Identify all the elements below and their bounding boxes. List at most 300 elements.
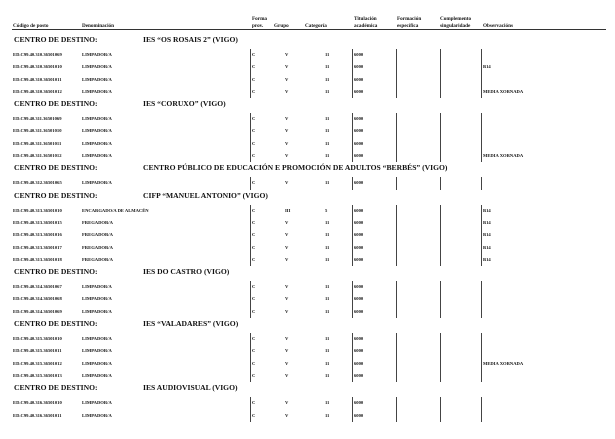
cell-den: LIMPADOR/A bbox=[82, 348, 112, 354]
cell-forma: C bbox=[252, 400, 256, 406]
cell-grupo: V bbox=[285, 308, 289, 314]
cell-obs: B14 bbox=[483, 219, 491, 225]
cell-forma: C bbox=[252, 360, 256, 366]
column-rule bbox=[396, 113, 397, 125]
center-name: CENTRO PÚBLICO DE EDUCACIÓN E PROMOCIÓN DE ADULTOS “BERBÉS” (VIGO) bbox=[143, 163, 448, 173]
cell-tit: 6000 bbox=[354, 360, 364, 366]
table-row bbox=[0, 358, 615, 370]
cell-tit: 6000 bbox=[354, 348, 364, 354]
header-divider bbox=[12, 29, 606, 30]
cell-forma: C bbox=[252, 88, 256, 94]
cell-obs: B14 bbox=[483, 207, 491, 213]
table-row bbox=[0, 177, 615, 189]
header-codigo: Código de posto bbox=[13, 23, 49, 29]
center-label: CENTRO DE DESTINO: bbox=[14, 190, 98, 200]
column-rule bbox=[250, 229, 251, 241]
center-heading bbox=[0, 34, 615, 49]
column-rule bbox=[481, 61, 482, 73]
cell-grupo: V bbox=[285, 244, 289, 250]
cell-tit: 6000 bbox=[354, 256, 364, 262]
table-row bbox=[0, 74, 615, 86]
cell-den: FREGADOR/A bbox=[82, 219, 113, 225]
cell-den: FREGADOR/A bbox=[82, 244, 113, 250]
column-rule bbox=[440, 125, 441, 137]
cell-forma: C bbox=[252, 412, 256, 418]
column-rule bbox=[352, 125, 353, 137]
cell-cat: 11 bbox=[325, 128, 330, 134]
column-rule bbox=[250, 74, 251, 86]
cell-grupo: V bbox=[285, 232, 289, 238]
column-rule bbox=[481, 217, 482, 229]
table-row bbox=[0, 113, 615, 125]
center-section bbox=[0, 266, 615, 318]
cell-cat: 11 bbox=[325, 64, 330, 70]
column-rule bbox=[440, 138, 441, 150]
column-rule bbox=[352, 306, 353, 318]
column-rule bbox=[396, 333, 397, 345]
cell-cat: 11 bbox=[325, 296, 330, 302]
header-categoria: Categoría bbox=[305, 23, 327, 29]
column-rule bbox=[250, 281, 251, 293]
cell-code: ED.C99.40.314.36501068 bbox=[13, 296, 62, 302]
cell-code: ED.C99.40.315.36501012 bbox=[13, 360, 62, 366]
header-titulacion-1: Titulación bbox=[354, 16, 377, 22]
column-rule bbox=[396, 358, 397, 370]
table-row bbox=[0, 333, 615, 345]
header-grupo: Grupo bbox=[274, 23, 289, 29]
column-rule bbox=[352, 242, 353, 254]
cell-forma: C bbox=[252, 76, 256, 82]
cell-code: ED.C99.40.313.36501010 bbox=[13, 207, 62, 213]
cell-forma: C bbox=[252, 256, 256, 262]
cell-code: ED.C99.40.316.36501011 bbox=[13, 412, 62, 418]
table-row bbox=[0, 306, 615, 318]
cell-cat: 11 bbox=[325, 52, 330, 57]
cell-code: ED.C99.40.315.36501010 bbox=[13, 336, 62, 342]
center-label: CENTRO DE DESTINO: bbox=[14, 99, 98, 109]
column-rule bbox=[352, 410, 353, 422]
column-rule bbox=[440, 333, 441, 345]
cell-code: ED.C99.40.311.36501069 bbox=[13, 116, 62, 122]
cell-obs: B14 bbox=[483, 244, 491, 250]
table-row bbox=[0, 281, 615, 293]
cell-grupo: V bbox=[285, 116, 289, 122]
header-formacion-1: Formación bbox=[397, 16, 422, 22]
column-rule bbox=[352, 254, 353, 266]
cell-cat: 11 bbox=[325, 219, 330, 225]
column-rule bbox=[481, 138, 482, 150]
center-name: IES “OS ROSAIS 2” (VIGO) bbox=[143, 35, 238, 44]
cell-den: LIMPADOR/A bbox=[82, 372, 112, 378]
column-rule bbox=[250, 138, 251, 150]
cell-cat: 11 bbox=[325, 232, 330, 238]
cell-cat: 11 bbox=[325, 244, 330, 250]
column-rule bbox=[440, 281, 441, 293]
column-rule bbox=[250, 61, 251, 73]
cell-den: FREGADOR/A bbox=[82, 256, 113, 262]
column-rule bbox=[481, 281, 482, 293]
cell-forma: C bbox=[252, 52, 256, 57]
cell-grupo: V bbox=[285, 348, 289, 354]
center-name: IES DO CASTRO (VIGO) bbox=[143, 267, 230, 277]
header-complemento-2: singularidade bbox=[440, 23, 471, 29]
cell-code: ED.C99.40.311.36501012 bbox=[13, 153, 62, 159]
cell-code: ED.C99.40.314.36501067 bbox=[13, 284, 62, 290]
column-rule bbox=[352, 205, 353, 217]
center-heading bbox=[0, 98, 615, 113]
cell-tit: 6000 bbox=[354, 284, 364, 290]
center-name: IES “VALADARES” (VIGO) bbox=[143, 319, 239, 329]
cell-grupo: V bbox=[285, 372, 289, 378]
center-label: CENTRO DE DESTINO: bbox=[14, 319, 98, 329]
column-rule bbox=[481, 113, 482, 125]
center-label: CENTRO DE DESTINO: bbox=[14, 163, 98, 173]
column-rule bbox=[250, 113, 251, 125]
cell-grupo: V bbox=[285, 64, 289, 70]
column-rule bbox=[481, 74, 482, 86]
column-rule bbox=[440, 358, 441, 370]
cell-cat: 11 bbox=[325, 336, 330, 342]
column-rule bbox=[352, 358, 353, 370]
column-rule bbox=[396, 293, 397, 305]
cell-grupo: V bbox=[285, 88, 289, 94]
column-rule bbox=[250, 370, 251, 382]
cell-tit: 6000 bbox=[354, 64, 364, 70]
cell-cat: 11 bbox=[325, 180, 330, 186]
column-rule bbox=[352, 150, 353, 162]
column-rule bbox=[396, 306, 397, 318]
center-section bbox=[0, 318, 615, 382]
cell-forma: C bbox=[252, 116, 256, 122]
cell-tit: 6000 bbox=[354, 400, 364, 406]
cell-tit: 6000 bbox=[354, 76, 364, 82]
column-rule bbox=[440, 370, 441, 382]
table-row bbox=[0, 138, 615, 150]
cell-den: LIMPADOR/A bbox=[82, 76, 112, 82]
cell-cat: 11 bbox=[325, 76, 330, 82]
cell-forma: C bbox=[252, 296, 256, 302]
cell-den: LIMPADOR/A bbox=[82, 180, 112, 186]
cell-forma: C bbox=[252, 153, 256, 159]
column-rule bbox=[440, 345, 441, 357]
cell-den: LIMPADOR/A bbox=[82, 412, 112, 418]
cell-obs: MEDIA XORNADA bbox=[483, 153, 524, 159]
header-observaciones: Observacións bbox=[483, 23, 513, 29]
cell-grupo: III bbox=[285, 207, 291, 213]
cell-forma: C bbox=[252, 284, 256, 290]
cell-tit: 6000 bbox=[354, 180, 364, 186]
table-row bbox=[0, 205, 615, 217]
column-rule bbox=[396, 177, 397, 189]
center-section bbox=[0, 162, 615, 189]
column-rule bbox=[396, 150, 397, 162]
column-rule bbox=[250, 333, 251, 345]
cell-cat: 5 bbox=[325, 207, 328, 213]
column-rule bbox=[352, 138, 353, 150]
column-rule bbox=[396, 138, 397, 150]
column-rule bbox=[481, 49, 482, 61]
cell-tit: 6000 bbox=[354, 372, 364, 378]
cell-forma: C bbox=[252, 372, 256, 378]
column-rule bbox=[352, 113, 353, 125]
column-rule bbox=[352, 397, 353, 409]
header-titulacion-2: académica bbox=[354, 23, 378, 29]
column-rule bbox=[352, 49, 353, 61]
cell-code: ED.C99.40.310.36501010 bbox=[13, 64, 62, 70]
table-row bbox=[0, 229, 615, 241]
cell-grupo: V bbox=[285, 153, 289, 159]
column-rule bbox=[352, 61, 353, 73]
cell-tit: 6000 bbox=[354, 88, 364, 94]
table-row bbox=[0, 410, 615, 422]
column-rule bbox=[440, 113, 441, 125]
cell-code: ED.C99.40.313.36501016 bbox=[13, 232, 62, 238]
column-rule bbox=[250, 205, 251, 217]
cell-code: ED.C99.40.311.36501011 bbox=[13, 140, 62, 146]
table-row bbox=[0, 254, 615, 266]
cell-cat: 11 bbox=[325, 284, 330, 290]
cell-forma: C bbox=[252, 128, 256, 134]
column-rule bbox=[396, 74, 397, 86]
center-name: IES “CORUXO” (VIGO) bbox=[143, 99, 226, 109]
cell-den: LIMPADOR/A bbox=[82, 360, 112, 366]
column-rule bbox=[481, 358, 482, 370]
cell-code: ED.C99.40.315.36501013 bbox=[13, 372, 62, 378]
column-rule bbox=[352, 370, 353, 382]
column-rule bbox=[352, 177, 353, 189]
cell-forma: C bbox=[252, 336, 256, 342]
cell-forma: C bbox=[252, 207, 256, 213]
cell-cat: 11 bbox=[325, 153, 330, 159]
column-rule bbox=[396, 125, 397, 137]
column-rule bbox=[481, 86, 482, 98]
cell-cat: 11 bbox=[325, 88, 330, 94]
column-rule bbox=[440, 217, 441, 229]
cell-forma: C bbox=[252, 219, 256, 225]
cell-cat: 11 bbox=[325, 348, 330, 354]
cell-code: ED.C99.40.313.36501018 bbox=[13, 256, 62, 262]
cell-grupo: V bbox=[285, 256, 289, 262]
column-rule bbox=[250, 150, 251, 162]
column-rule bbox=[352, 229, 353, 241]
column-rule bbox=[250, 306, 251, 318]
header-prov: prov. bbox=[252, 23, 264, 29]
column-rule bbox=[481, 150, 482, 162]
cell-grupo: V bbox=[285, 336, 289, 342]
column-rule bbox=[396, 242, 397, 254]
cell-cat: 11 bbox=[325, 400, 330, 406]
cell-code: ED.C99.40.311.36501010 bbox=[13, 128, 62, 134]
cell-cat: 11 bbox=[325, 308, 330, 314]
table-row bbox=[0, 61, 615, 73]
column-rule bbox=[440, 74, 441, 86]
cell-obs: B14 bbox=[483, 232, 491, 238]
header-formacion-2: específica bbox=[397, 23, 419, 29]
center-name: IES AUDIOVISUAL (VIGO) bbox=[143, 383, 238, 393]
column-rule bbox=[481, 370, 482, 382]
column-rule bbox=[396, 397, 397, 409]
column-rule bbox=[352, 345, 353, 357]
column-rule bbox=[352, 333, 353, 345]
column-rule bbox=[250, 242, 251, 254]
table-row bbox=[0, 293, 615, 305]
cell-cat: 11 bbox=[325, 116, 330, 122]
column-rule bbox=[250, 410, 251, 422]
column-rule bbox=[352, 293, 353, 305]
column-rule bbox=[440, 293, 441, 305]
column-rule bbox=[396, 370, 397, 382]
cell-forma: C bbox=[252, 348, 256, 354]
cell-tit: 6000 bbox=[354, 336, 364, 342]
center-label: CENTRO DE DESTINO: bbox=[14, 35, 98, 44]
cell-tit: 6000 bbox=[354, 296, 364, 302]
cell-obs: MEDIA XORNADA bbox=[483, 360, 524, 366]
column-rule bbox=[481, 410, 482, 422]
cell-den: LIMPADOR/A bbox=[82, 88, 112, 94]
cell-den: LIMPADOR/A bbox=[82, 400, 112, 406]
column-rule bbox=[440, 306, 441, 318]
cell-den: LIMPADOR/A bbox=[82, 64, 112, 70]
cell-grupo: V bbox=[285, 296, 289, 302]
column-rule bbox=[250, 49, 251, 61]
cell-grupo: V bbox=[285, 400, 289, 406]
column-rule bbox=[440, 205, 441, 217]
column-rule bbox=[396, 345, 397, 357]
cell-forma: C bbox=[252, 140, 256, 146]
column-rule bbox=[481, 177, 482, 189]
cell-forma: C bbox=[252, 64, 256, 70]
column-rule bbox=[352, 217, 353, 229]
center-section bbox=[0, 98, 615, 162]
table-header bbox=[0, 0, 615, 36]
cell-den: LIMPADOR/A bbox=[82, 128, 112, 134]
column-rule bbox=[396, 49, 397, 61]
column-rule bbox=[352, 86, 353, 98]
cell-forma: C bbox=[252, 180, 256, 186]
column-rule bbox=[440, 397, 441, 409]
cell-den: LIMPADOR/A bbox=[82, 116, 112, 122]
center-heading bbox=[0, 382, 615, 397]
header-forma: Forma bbox=[252, 16, 267, 22]
cell-forma: C bbox=[252, 308, 256, 314]
header-complemento-1: Complemento bbox=[440, 16, 472, 22]
cell-cat: 11 bbox=[325, 140, 330, 146]
column-rule bbox=[440, 61, 441, 73]
table-row bbox=[0, 217, 615, 229]
cell-den: LIMPADOR/A bbox=[82, 52, 112, 57]
column-rule bbox=[250, 358, 251, 370]
cell-code: ED.C99.40.310.36501012 bbox=[13, 88, 62, 94]
table-row bbox=[0, 370, 615, 382]
cell-grupo: V bbox=[285, 128, 289, 134]
column-rule bbox=[481, 242, 482, 254]
document-body bbox=[0, 34, 615, 422]
cell-den: LIMPADOR/A bbox=[82, 308, 112, 314]
center-heading bbox=[0, 266, 615, 281]
column-rule bbox=[396, 281, 397, 293]
column-rule bbox=[250, 217, 251, 229]
cell-code: ED.C99.40.313.36501015 bbox=[13, 219, 62, 225]
column-rule bbox=[250, 397, 251, 409]
cell-tit: 6000 bbox=[354, 244, 364, 250]
column-rule bbox=[440, 229, 441, 241]
column-rule bbox=[440, 49, 441, 61]
cell-tit: 6000 bbox=[354, 219, 364, 225]
column-rule bbox=[250, 345, 251, 357]
table-row bbox=[0, 125, 615, 137]
cell-code: ED.C99.40.310.36501069 bbox=[13, 52, 62, 57]
cell-grupo: V bbox=[285, 219, 289, 225]
center-label: CENTRO DE DESTINO: bbox=[14, 267, 98, 277]
cell-code: ED.C99.40.313.36501017 bbox=[13, 244, 62, 250]
column-rule bbox=[396, 61, 397, 73]
column-rule bbox=[396, 410, 397, 422]
cell-code: ED.C99.40.315.36501011 bbox=[13, 348, 62, 354]
cell-tit: 6000 bbox=[354, 232, 364, 238]
table-row bbox=[0, 86, 615, 98]
column-rule bbox=[440, 410, 441, 422]
cell-tit: 6000 bbox=[354, 308, 364, 314]
column-rule bbox=[481, 333, 482, 345]
cell-grupo: V bbox=[285, 412, 289, 418]
column-rule bbox=[481, 229, 482, 241]
column-rule bbox=[352, 74, 353, 86]
cell-cat: 11 bbox=[325, 256, 330, 262]
cell-obs: B14 bbox=[483, 256, 491, 262]
center-section bbox=[0, 190, 615, 266]
cell-den: LIMPADOR/A bbox=[82, 336, 112, 342]
column-rule bbox=[250, 177, 251, 189]
column-rule bbox=[352, 281, 353, 293]
center-heading bbox=[0, 190, 615, 205]
table-row bbox=[0, 49, 615, 61]
cell-tit: 6000 bbox=[354, 140, 364, 146]
center-section bbox=[0, 382, 615, 422]
column-rule bbox=[481, 306, 482, 318]
column-rule bbox=[440, 177, 441, 189]
cell-tit: 6000 bbox=[354, 116, 364, 122]
column-rule bbox=[250, 86, 251, 98]
header-denominacion: Denominación bbox=[82, 23, 114, 29]
column-rule bbox=[481, 205, 482, 217]
column-rule bbox=[481, 254, 482, 266]
column-rule bbox=[440, 242, 441, 254]
cell-grupo: V bbox=[285, 360, 289, 366]
cell-tit: 6000 bbox=[354, 412, 364, 418]
cell-grupo: V bbox=[285, 52, 289, 57]
cell-cat: 11 bbox=[325, 360, 330, 366]
column-rule bbox=[481, 293, 482, 305]
table-row bbox=[0, 150, 615, 162]
center-label: CENTRO DE DESTINO: bbox=[14, 383, 98, 393]
cell-grupo: V bbox=[285, 76, 289, 82]
cell-obs: MEDIA XORNADA bbox=[483, 88, 524, 94]
center-heading bbox=[0, 162, 615, 177]
cell-den: ENCARGADO/A DE ALMACÉN bbox=[82, 207, 149, 213]
cell-tit: 6000 bbox=[354, 207, 364, 213]
table-row bbox=[0, 345, 615, 357]
cell-grupo: V bbox=[285, 180, 289, 186]
cell-den: LIMPADOR/A bbox=[82, 284, 112, 290]
cell-tit: 6000 bbox=[354, 153, 364, 159]
cell-forma: C bbox=[252, 244, 256, 250]
cell-den: LIMPADOR/A bbox=[82, 140, 112, 146]
column-rule bbox=[250, 293, 251, 305]
column-rule bbox=[396, 205, 397, 217]
column-rule bbox=[440, 254, 441, 266]
table-row bbox=[0, 242, 615, 254]
cell-den: LIMPADOR/A bbox=[82, 153, 112, 159]
